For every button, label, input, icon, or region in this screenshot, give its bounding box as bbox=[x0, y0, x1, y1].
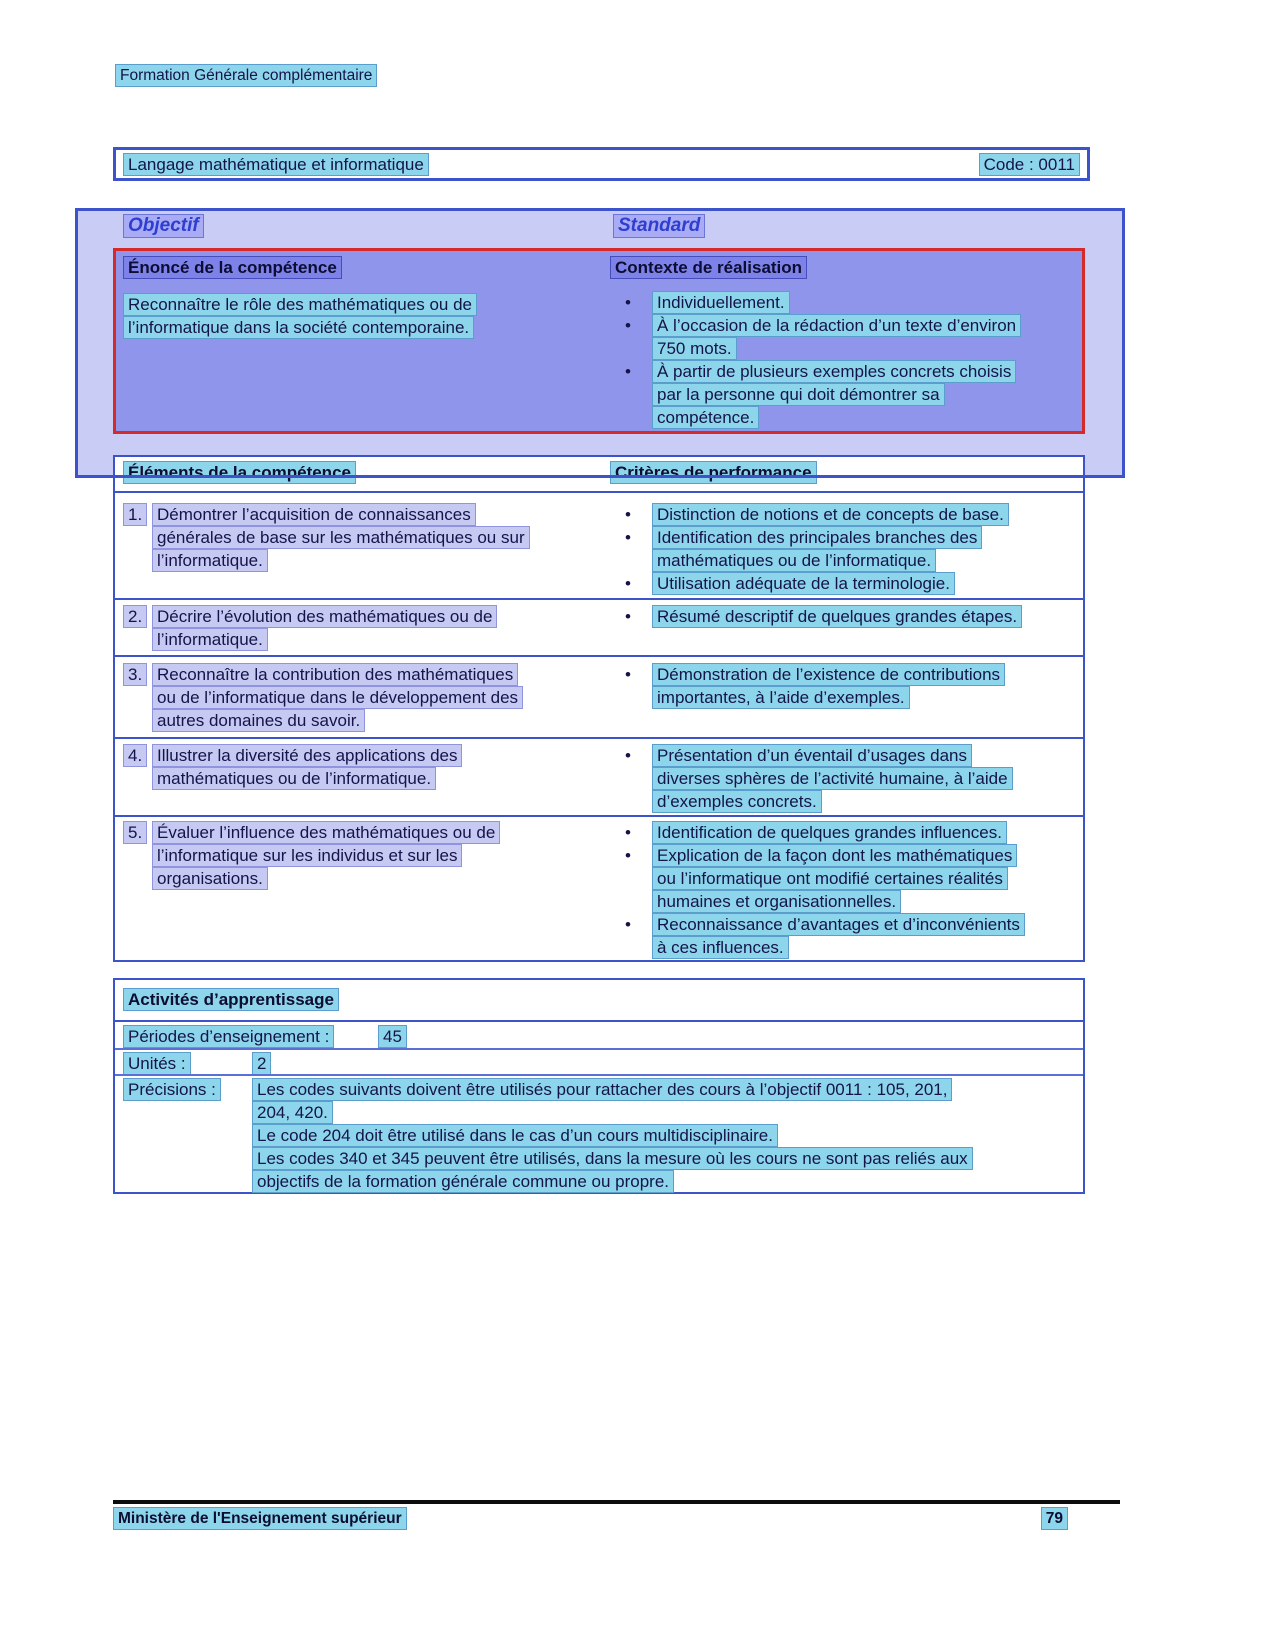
unites-value: 2 bbox=[252, 1052, 271, 1075]
critere-bullet bbox=[610, 913, 1078, 959]
periodes-label: Périodes d’enseignement : bbox=[123, 1025, 334, 1048]
standard-heading: Standard bbox=[613, 214, 705, 238]
element-line: l’informatique sur les individus et sur les bbox=[152, 844, 462, 867]
table-header-elements: Éléments de la compétence bbox=[123, 461, 356, 484]
critere-bullet bbox=[610, 572, 1078, 595]
precisions-label: Précisions : bbox=[123, 1078, 221, 1101]
contexte-heading: Contexte de réalisation bbox=[610, 256, 807, 279]
critere-bullet bbox=[610, 744, 1078, 813]
precisions-line: Le code 204 doit être utilisé dans le cas d’un cours multidisciplinaire. bbox=[252, 1124, 778, 1147]
criteres-cell bbox=[610, 663, 1078, 709]
critere-line: humaines et organisationnelles. bbox=[652, 890, 901, 913]
bullet-icon bbox=[618, 663, 638, 686]
element-line: organisations. bbox=[152, 867, 268, 890]
activites-separator bbox=[115, 1048, 1083, 1050]
bullet-icon bbox=[618, 526, 638, 549]
element-line: l’informatique. bbox=[152, 549, 268, 572]
critere-line: importantes, à l’aide d’exemples. bbox=[652, 686, 910, 709]
critere-bullet bbox=[610, 503, 1078, 526]
criteres-cell bbox=[610, 605, 1078, 628]
criteres-cell bbox=[610, 503, 1078, 595]
row-separator bbox=[115, 655, 1083, 657]
critere-line: Reconnaissance d’avantages et d’inconvénients bbox=[652, 913, 1025, 936]
critere-line: Résumé descriptif de quelques grandes étapes. bbox=[652, 605, 1022, 628]
contexte-bullets bbox=[610, 291, 1075, 429]
precisions-line: objectifs de la formation générale commune ou propre. bbox=[252, 1170, 674, 1193]
footer bbox=[113, 1507, 1068, 1530]
bullet-icon bbox=[618, 744, 638, 767]
precisions-text bbox=[252, 1078, 973, 1193]
bullet-icon bbox=[618, 605, 638, 628]
element-line: ou de l’informatique dans le développement des bbox=[152, 686, 523, 709]
course-title: Langage mathématique et informatique bbox=[123, 153, 429, 176]
element-line: Évaluer l’influence des mathématiques ou de bbox=[152, 821, 500, 844]
critere-line: Distinction de notions et de concepts de base. bbox=[652, 503, 1009, 526]
row-number: 4. bbox=[123, 744, 147, 767]
footer-page-number: 79 bbox=[1041, 1507, 1068, 1530]
objectif-standard-panel bbox=[75, 208, 1125, 478]
bullet-icon bbox=[618, 360, 638, 383]
enonce-line-text: l’informatique dans la société contemporaine. bbox=[123, 316, 474, 339]
footer-ministry: Ministère de l'Enseignement supérieur bbox=[113, 1507, 407, 1530]
bullet-line: À l’occasion de la rédaction d’un texte d’environ bbox=[652, 314, 1021, 337]
element-line: autres domaines du savoir. bbox=[152, 709, 365, 732]
bullet-line: compétence. bbox=[652, 406, 759, 429]
critere-bullet bbox=[610, 844, 1078, 913]
element-line: Reconnaître la contribution des mathématiques bbox=[152, 663, 518, 686]
element-cell bbox=[123, 744, 593, 790]
enonce-line-text: Reconnaître le rôle des mathématiques ou de bbox=[123, 293, 477, 316]
row-separator bbox=[115, 815, 1083, 817]
contexte-bullet bbox=[610, 314, 1075, 360]
contexte-bullet bbox=[610, 360, 1075, 429]
bullet-icon bbox=[618, 503, 638, 526]
critere-bullet bbox=[610, 821, 1078, 844]
activites-separator bbox=[115, 1074, 1083, 1076]
bullet-icon bbox=[618, 572, 638, 595]
row-separator bbox=[115, 598, 1083, 600]
critere-line: Identification de quelques grandes influences. bbox=[652, 821, 1007, 844]
row-number: 5. bbox=[123, 821, 147, 844]
element-cell bbox=[123, 605, 593, 651]
critere-line: Démonstration de l’existence de contributions bbox=[652, 663, 1005, 686]
precisions-line: Les codes 340 et 345 peuvent être utilisés, dans la mesure où les cours ne sont pas reliés aux bbox=[252, 1147, 973, 1170]
elements-table bbox=[113, 455, 1085, 962]
bullet-icon bbox=[618, 913, 638, 936]
bullet-icon bbox=[618, 821, 638, 844]
bullet-icon bbox=[618, 844, 638, 867]
element-cell bbox=[123, 503, 593, 572]
critere-bullet bbox=[610, 526, 1078, 572]
bullet-icon bbox=[618, 291, 638, 314]
periodes-value: 45 bbox=[378, 1025, 407, 1048]
critere-bullet bbox=[610, 663, 1078, 709]
title-bar bbox=[113, 147, 1090, 181]
critere-line: Explication de la façon dont les mathématiques bbox=[652, 844, 1017, 867]
course-code: Code : 0011 bbox=[979, 153, 1080, 176]
category-label bbox=[115, 64, 377, 87]
critere-line: ou l’informatique ont modifié certaines réalités bbox=[652, 867, 1008, 890]
element-line: Décrire l’évolution des mathématiques ou de bbox=[152, 605, 497, 628]
enonce-text bbox=[123, 293, 477, 339]
category-label-text: Formation Générale complémentaire bbox=[115, 64, 377, 87]
precisions-line: 204, 420. bbox=[252, 1101, 333, 1124]
criteres-cell bbox=[610, 821, 1078, 959]
critere-line: Identification des principales branches des bbox=[652, 526, 982, 549]
enonce-line bbox=[123, 316, 477, 339]
row-number: 2. bbox=[123, 605, 147, 628]
row-separator bbox=[115, 737, 1083, 739]
critere-line: d’exemples concrets. bbox=[652, 790, 822, 813]
critere-line: à ces influences. bbox=[652, 936, 789, 959]
unites-label: Unités : bbox=[123, 1052, 191, 1075]
bullet-line: par la personne qui doit démontrer sa bbox=[652, 383, 945, 406]
objectif-heading: Objectif bbox=[123, 214, 204, 238]
table-header-criteres: Critères de performance bbox=[610, 461, 817, 484]
competence-box bbox=[113, 248, 1085, 434]
activites-separator bbox=[115, 1020, 1083, 1022]
bullet-icon bbox=[618, 314, 638, 337]
critere-line: Présentation d’un éventail d’usages dans bbox=[652, 744, 972, 767]
element-line: l’informatique. bbox=[152, 628, 268, 651]
element-cell bbox=[123, 663, 593, 732]
critere-bullet bbox=[610, 605, 1078, 628]
row-number: 1. bbox=[123, 503, 147, 526]
criteres-cell bbox=[610, 744, 1078, 813]
element-line: générales de base sur les mathématiques ou sur bbox=[152, 526, 530, 549]
element-line: Démontrer l’acquisition de connaissances bbox=[152, 503, 476, 526]
element-line: Illustrer la diversité des applications des bbox=[152, 744, 462, 767]
activites-heading: Activités d’apprentissage bbox=[123, 988, 339, 1011]
bullet-line: À partir de plusieurs exemples concrets choisis bbox=[652, 360, 1016, 383]
header-separator bbox=[115, 491, 1083, 493]
activites-box bbox=[113, 978, 1085, 1194]
enonce-line bbox=[123, 293, 477, 316]
critere-line: Utilisation adéquate de la terminologie. bbox=[652, 572, 955, 595]
element-line: mathématiques ou de l’informatique. bbox=[152, 767, 436, 790]
critere-line: diverses sphères de l’activité humaine, à l’aide bbox=[652, 767, 1013, 790]
critere-line: mathématiques ou de l’informatique. bbox=[652, 549, 936, 572]
element-cell bbox=[123, 821, 593, 890]
enonce-heading: Énoncé de la compétence bbox=[123, 256, 342, 279]
contexte-bullet bbox=[610, 291, 1075, 314]
footer-rule bbox=[113, 1500, 1120, 1504]
row-number: 3. bbox=[123, 663, 147, 686]
bullet-line: 750 mots. bbox=[652, 337, 737, 360]
precisions-line: Les codes suivants doivent être utilisés pour rattacher des cours à l’objectif 0011 : 105, 201, bbox=[252, 1078, 952, 1101]
bullet-line: Individuellement. bbox=[652, 291, 790, 314]
